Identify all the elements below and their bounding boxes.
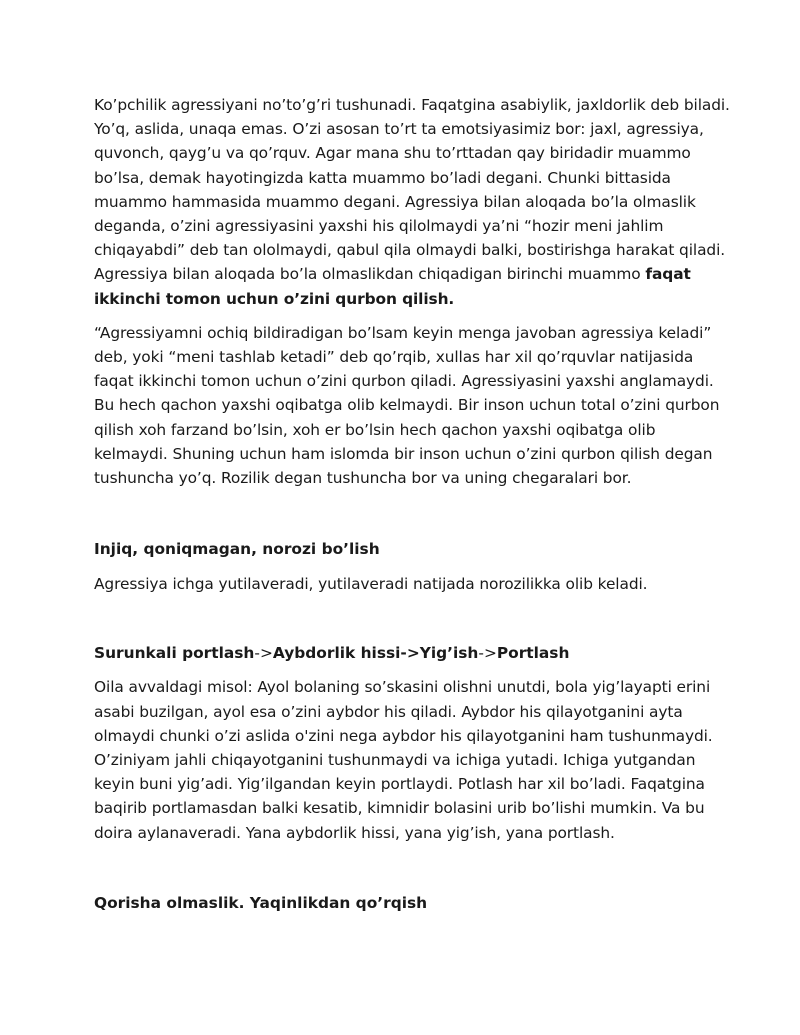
section-heading-injiq: Injiq, qoniqmagan, norozi bo’lish [94,540,380,559]
text-line: tushuncha yo’q. Rozilik degan tushuncha bor va uning chegaralari bor. [94,469,632,488]
text-line: olmaydi chunki o’zi aslida o'zini nega aybdor his qilayotganini ham tushunmaydi. [94,726,713,745]
text-line: Agressiya ichga yutilaveradi, yutilaveradi natijada norozilikka olib keladi. [94,575,648,594]
text-line: “Agressiyamni ochiq bildiradigan bo’lsam keyin menga javoban agressiya keladi” [94,323,712,342]
text-line: Yo’q, aslida, unaqa emas. O’zi asosan to’rt ta emotsiyasimiz bor: jaxl, agressiya, [94,120,704,139]
text-line-with-bold [94,262,714,286]
text-line: qilish xoh farzand bo’lsin, xoh er bo’lsin hech qachon yaxshi oqibatga olib [94,420,656,439]
arrow-text: -> [254,644,273,663]
text-line: kelmaydi. Shuning uchun ham islomda bir inson uchun o’zini qurbon qilish degan [94,444,713,463]
bold-text: faqat [645,265,691,284]
text-line: keyin buni yig’adi. Yig’ilgandan keyin portlaydi. Potlash har xil bo’ladi. Faqatgina [94,775,705,794]
text-line: doira aylanaveradi. Yana aybdorlik hissi, yana yig’ish, yana portlash. [94,823,615,842]
paragraph-oila-misol [94,675,714,844]
paragraph-norozilik [94,572,714,596]
paragraph-qurbon [94,321,720,490]
text-line: quvonch, qayg’u va qo’rquv. Agar mana shu to’rttadan qay biridadir muammo [94,144,691,163]
text-line: baqirib portlamasdan balki kesatib, kimnidir bolasini urib bo’lishi mumkin. Va bu [94,799,705,818]
heading-part: Portlash [496,644,570,663]
bold-text-line: ikkinchi tomon uchun o’zini qurbon qilish. [94,289,455,308]
text-line: Oila avvaldagi misol: Ayol bolaning so’skasini olishni unutdi, bola yig’layapti erini [94,678,711,697]
text-line: Bu hech qachon yaxshi oqibatga olib kelmaydi. Bir inson uchun total o’zini qurbon [94,396,720,415]
arrow-text: -> [478,644,497,663]
paragraph-agressiya-intro [94,93,730,311]
heading-part: Aybdorlik hissi->Yig’ish [272,644,479,663]
text-line: Agressiya bilan aloqada bo’la olmaslikdan chiqadigan birinchi muammo [94,265,646,284]
text-line: Ko’pchilik agressiyani no’to’g’ri tushunadi. Faqatgina asabiylik, jaxldorlik deb biladi. [94,96,730,114]
heading-part: Surunkali portlash [94,644,255,663]
section-heading-qorisha: Qorisha olmaslik. Yaqinlikdan qo’rqish [94,893,428,912]
document-page [94,93,730,915]
section-heading-portlash [94,641,714,665]
text-line: deganda, o’zini agressiyasini yaxshi his qilolmaydi ya’ni “hozir meni jahlim [94,217,664,236]
text-line: deb, yoki “meni tashlab ketadi” deb qo’rqib, xullas har xil qo’rquvlar natijasida [94,348,694,367]
text-line: muammo hammasida muammo degani. Agressiya bilan aloqada bo’la olmaslik [94,192,696,211]
text-line: faqat ikkinchi tomon uchun o’zini qurbon qiladi. Agressiyasini yaxshi anglamaydi. [94,372,714,391]
text-line: bo’lsa, demak hayotingizda katta muammo bo’ladi degani. Chunki bittasida [94,168,671,187]
text-line: O’ziniyam jahli chiqayotganini tushunmaydi va ichiga yutadi. Ichiga yutgandan [94,751,696,770]
text-line: chiqayabdi” deb tan ololmaydi, qabul qila olmaydi balki, bostirishga harakat qiladi. [94,241,726,260]
text-line: asabi buzilgan, ayol esa o’zini aybdor his qiladi. Aybdor his qilayotganini ayta [94,702,683,721]
